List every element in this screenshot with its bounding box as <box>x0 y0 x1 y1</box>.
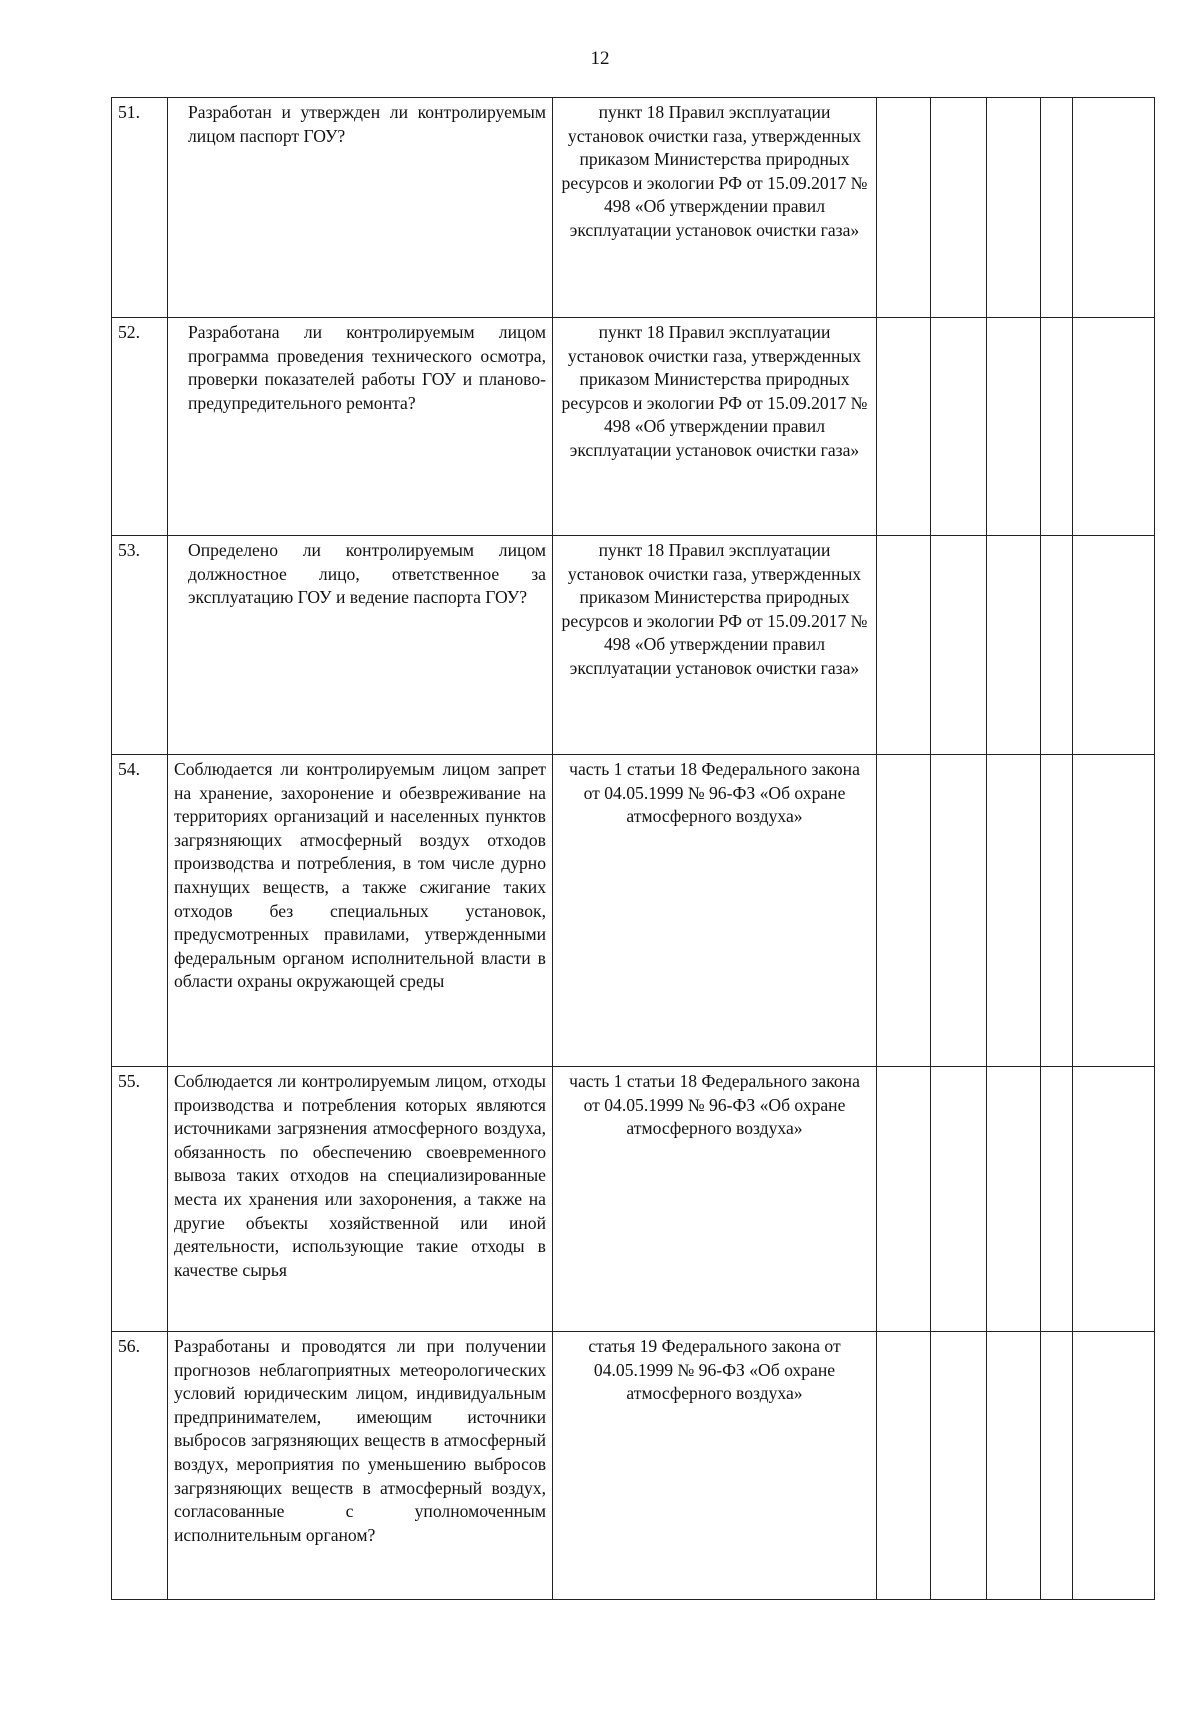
table-row <box>112 318 1155 536</box>
legal-reference: статья 19 Федерального закона от 04.05.1999 № 96-ФЗ «Об охране атмосферного воздуха» <box>553 1332 877 1600</box>
answer-cell-yes[interactable] <box>877 318 931 536</box>
answer-cell-no[interactable] <box>931 536 987 755</box>
answer-cell-extra[interactable] <box>1041 536 1073 755</box>
page-number: 12 <box>590 48 610 69</box>
answer-cell-not-applicable[interactable] <box>987 755 1041 1067</box>
answer-cell-extra[interactable] <box>1041 98 1073 318</box>
notes-cell[interactable] <box>1073 1067 1155 1332</box>
answer-cell-yes[interactable] <box>877 1067 931 1332</box>
legal-reference: часть 1 статьи 18 Федерального закона от 04.05.1999 № 96-ФЗ «Об охране атмосферного воздуха» <box>553 755 877 1067</box>
answer-cell-no[interactable] <box>931 98 987 318</box>
table-row <box>112 536 1155 755</box>
row-number: 51. <box>112 98 168 318</box>
answer-cell-no[interactable] <box>931 755 987 1067</box>
notes-cell[interactable] <box>1073 1332 1155 1600</box>
answer-cell-not-applicable[interactable] <box>987 1332 1041 1600</box>
question-text: Разработаны и проводятся ли при получении прогнозов неблагоприятных метеорологических условий юридическим лицом, индивидуальным предпринимателем, имеющим источники выбросов загрязняющих веществ в атмосферный воздух, мероприятия по уменьшению выбросов загрязняющих веществ в атмосферный воздух, согласованные с уполномоченным исполнительным органом? <box>168 1332 553 1600</box>
question-text: Соблюдается ли контролируемым лицом запрет на хранение, захоронение и обезвреживание на территориях организаций и населенных пунктов загрязняющих атмосферный воздух отходов производства и потребления, в том числе дурно пахнущих веществ, а также сжигание таких отходов без специальных установок, предусмотренных правилами, утвержденными федеральным органом исполнительной власти в области охраны окружающей среды <box>168 755 553 1067</box>
answer-cell-extra[interactable] <box>1041 1332 1073 1600</box>
answer-cell-no[interactable] <box>931 318 987 536</box>
legal-reference: пункт 18 Правил эксплуатации установок очистки газа, утвержденных приказом Министерства природных ресурсов и экологии РФ от 15.09.2017 № 498 «Об утверждении правил эксплуатации установок очистки газа» <box>553 98 877 318</box>
question-text: Определено ли контролируемым лицом должностное лицо, ответственное за эксплуатацию ГОУ и ведение паспорта ГОУ? <box>168 536 553 755</box>
table-row <box>112 755 1155 1067</box>
answer-cell-yes[interactable] <box>877 98 931 318</box>
table-row <box>112 1067 1155 1332</box>
question-text: Соблюдается ли контролируемым лицом, отходы производства и потребления которых являются источниками загрязнения атмосферного воздуха, обязанность по обеспечению своевременного вывоза таких отходов на специализированные места их хранения или захоронения, а также на другие объекты хозяйственной или иной деятельности, использующие такие отходы в качестве сырья <box>168 1067 553 1332</box>
row-number: 52. <box>112 318 168 536</box>
row-number: 56. <box>112 1332 168 1600</box>
legal-reference: часть 1 статьи 18 Федерального закона от 04.05.1999 № 96-ФЗ «Об охране атмосферного воздуха» <box>553 1067 877 1332</box>
legal-reference: пункт 18 Правил эксплуатации установок очистки газа, утвержденных приказом Министерства природных ресурсов и экологии РФ от 15.09.2017 № 498 «Об утверждении правил эксплуатации установок очистки газа» <box>553 318 877 536</box>
answer-cell-extra[interactable] <box>1041 755 1073 1067</box>
answer-cell-extra[interactable] <box>1041 318 1073 536</box>
answer-cell-not-applicable[interactable] <box>987 1067 1041 1332</box>
row-number: 55. <box>112 1067 168 1332</box>
answer-cell-no[interactable] <box>931 1332 987 1600</box>
notes-cell[interactable] <box>1073 318 1155 536</box>
question-text: Разработан и утвержден ли контролируемым лицом паспорт ГОУ? <box>168 98 553 318</box>
table-row <box>112 98 1155 318</box>
notes-cell[interactable] <box>1073 755 1155 1067</box>
notes-cell[interactable] <box>1073 98 1155 318</box>
legal-reference: пункт 18 Правил эксплуатации установок очистки газа, утвержденных приказом Министерства природных ресурсов и экологии РФ от 15.09.2017 № 498 «Об утверждении правил эксплуатации установок очистки газа» <box>553 536 877 755</box>
notes-cell[interactable] <box>1073 536 1155 755</box>
answer-cell-not-applicable[interactable] <box>987 98 1041 318</box>
answer-cell-extra[interactable] <box>1041 1067 1073 1332</box>
answer-cell-not-applicable[interactable] <box>987 536 1041 755</box>
checklist-table <box>111 97 1155 1600</box>
answer-cell-yes[interactable] <box>877 1332 931 1600</box>
answer-cell-no[interactable] <box>931 1067 987 1332</box>
row-number: 54. <box>112 755 168 1067</box>
question-text: Разработана ли контролируемым лицом программа проведения технического осмотра, проверки показателей работы ГОУ и планово-предупредительного ремонта? <box>168 318 553 536</box>
answer-cell-yes[interactable] <box>877 536 931 755</box>
table-row <box>112 1332 1155 1600</box>
answer-cell-yes[interactable] <box>877 755 931 1067</box>
row-number: 53. <box>112 536 168 755</box>
answer-cell-not-applicable[interactable] <box>987 318 1041 536</box>
